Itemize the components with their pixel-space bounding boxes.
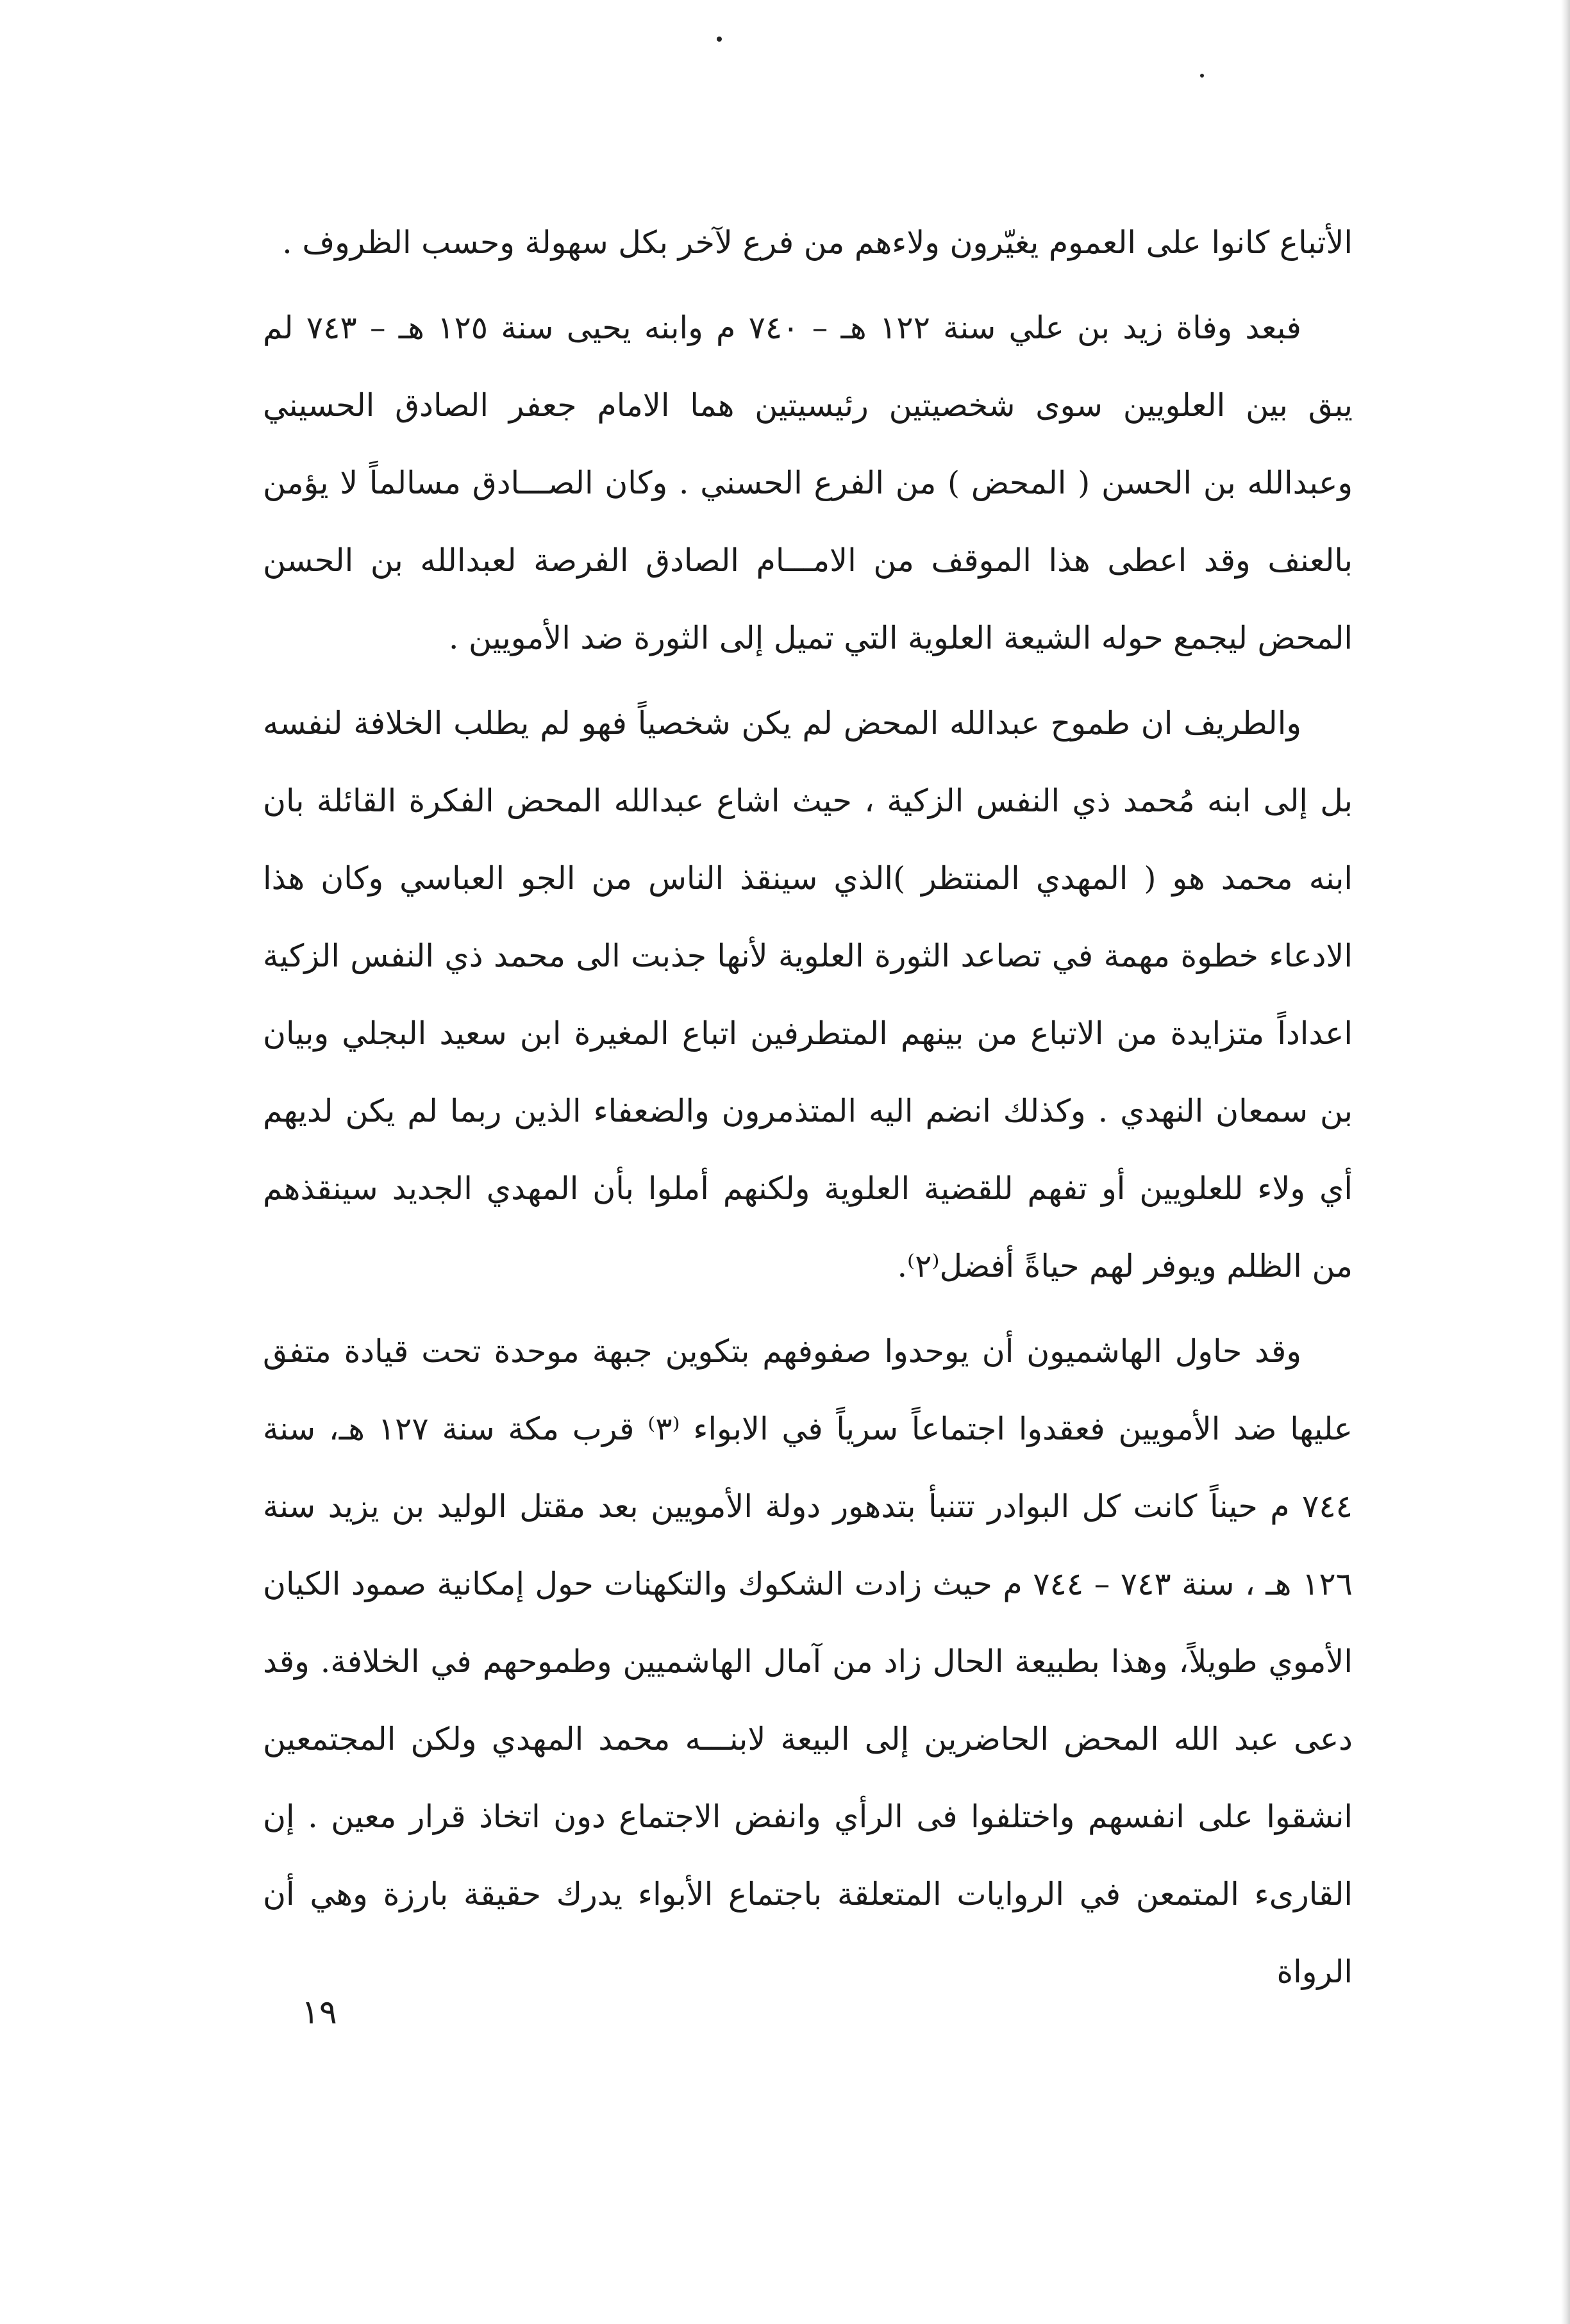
paragraph-4: وقد حاول الهاشميون أن يوحدوا صفوفهم بتكوين جبهة موحدة تحت قيادة متفق عليها ضد الأمويين فعقدوا اجتماعاً سرياً في الابواء ⁽٣⁾ قرب مكة سنة ١٢٧ هـ، سنة ٧٤٤ م حيناً كانت كل البوادر تتنبأ بتدهور دولة الأمويين بعد مقتل الوليد بن يزيد سنة ١٢٦ هـ ، سنة ٧٤٣ – ٧٤٤ م حيث زادت الشكوك والتكهنات حول إمكانية صمود الكيان الأموي طويلاً، وهذا بطبيعة الحال زاد من آمال الهاشميين وطموحهم في الخلافة. وقد دعى عبد الله المحض الحاضرين إلى البيعة لابنـــه محمد المهدي ولكن المجتمعين انشقوا على انفسهم واختلفوا فى الرأي وانفض الاجتماع دون اتخاذ قرار معين . إن القارىء المتمعن في الروايات المتعلقة باجتماع الأبواء يدرك حقيقة بارزة وهي أن الرواة [263, 1333, 1353, 1990]
paragraph-3: والطريف ان طموح عبدالله المحض لم يكن شخصياً فهو لم يطلب الخلافة لنفسه بل إلى ابنه مُحمد ذي النفس الزكية ، حيث اشاع عبدالله المحض الفكرة القائلة بان ابنه محمد هو ( المهدي المنتظر )الذي سينقذ الناس من الجو العباسي وكان هذا الادعاء خطوة مهمة في تصاعد الثورة العلوية لأنها جذبت الى محمد ذي النفس الزكية اعداداً متزايدة من الاتباع من بينهم المتطرفين اتباع المغيرة ابن سعيد البجلي وبيان بن سمعان النهدي . وكذلك انضم اليه المتذمرون والضعفاء الذين ربما لم يكن لديهم أي ولاء للعلويين أو تفهم للقضية العلوية ولكنهم أملوا بأن المهدي الجديد سينقذهم من الظلم ويوفر لهم حياةً أفضل⁽٢⁾. [263, 705, 1353, 1284]
body-text [263, 204, 1353, 2018]
scan-speck [1200, 74, 1204, 78]
paragraph-1: الأتباع كانوا على العموم يغيّرون ولاءهم من فرع لآخر بكل سهولة وحسب الظروف . [282, 224, 1353, 261]
page-edge-shadow [1561, 0, 1570, 2324]
scan-speck [717, 37, 722, 42]
page-number: ١٩ [301, 1993, 337, 2032]
paragraph-2: فبعد وفاة زيد بن علي سنة ١٢٢ هـ – ٧٤٠ م وابنه يحيى سنة ١٢٥ هـ – ٧٤٣ لم يبق بين العلويين سوى شخصيتين رئيسيتين هما الامام جعفر الصادق الحسيني وعبدالله بن الحسن ( المحض ) من الفرع الحسني . وكان الصـــادق مسالماً لا يؤمن بالعنف وقد اعطى هذا الموقف من الامـــام الصادق الفرصة لعبدالله بن الحسن المحض ليجمع حوله الشيعة العلوية التي تميل إلى الثورة ضد الأمويين . [263, 310, 1353, 656]
